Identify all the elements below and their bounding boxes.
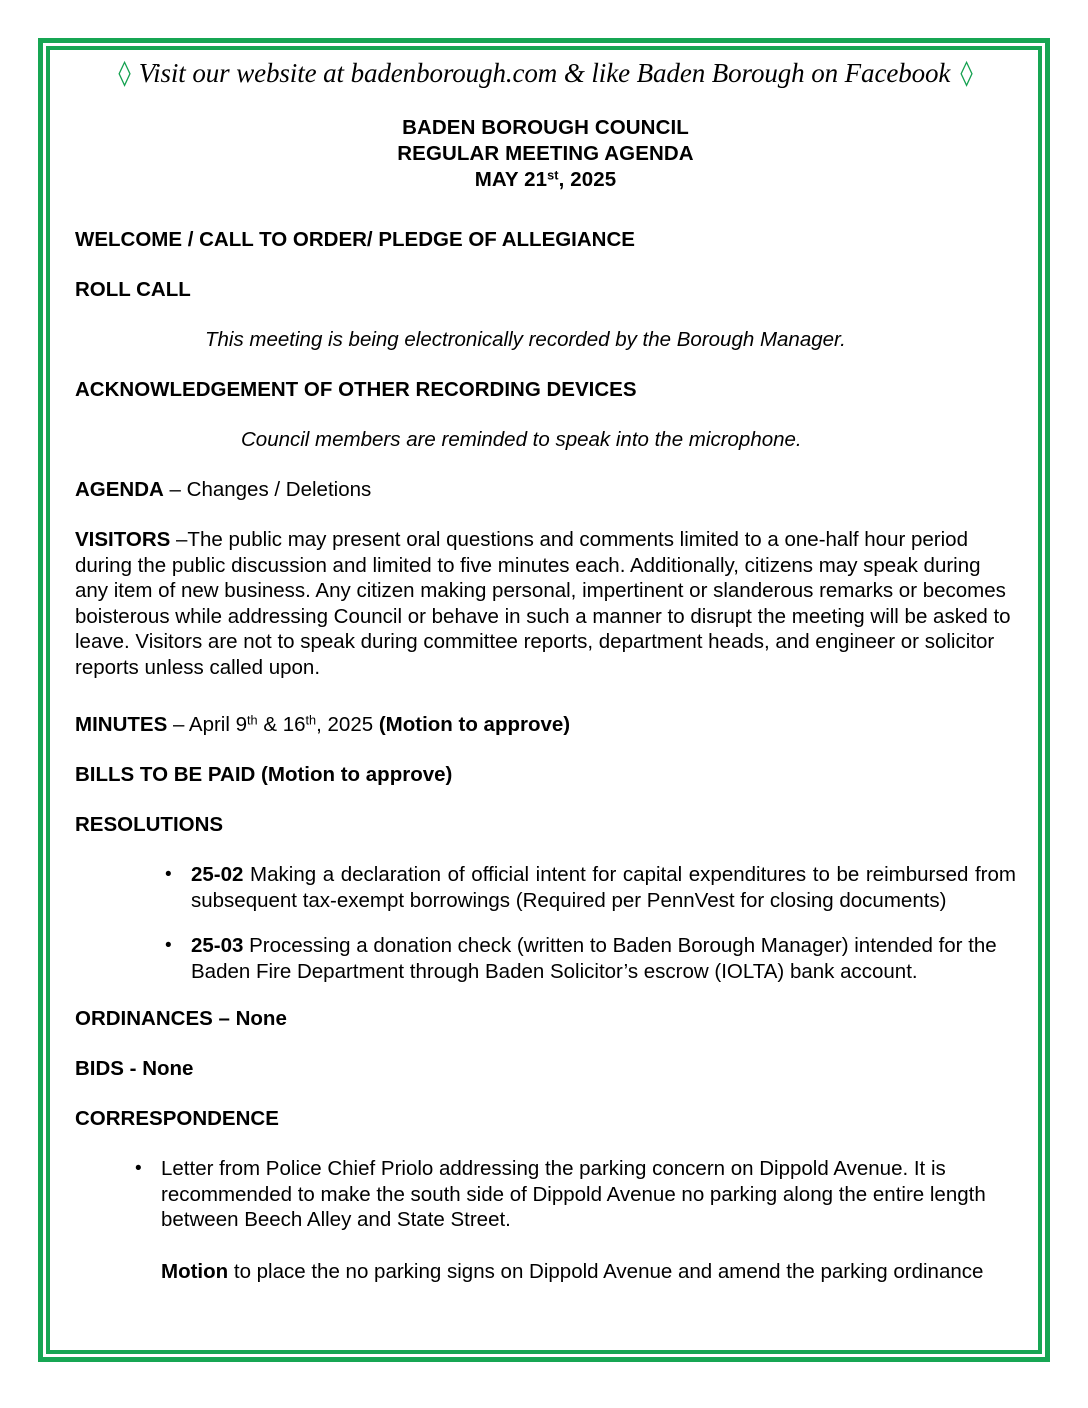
- correspondence-list: [75, 1156, 1016, 1233]
- minutes-date-year: , 2025: [316, 713, 379, 737]
- section-bills: [75, 762, 1016, 787]
- website-banner: [75, 58, 1016, 89]
- minutes-ordinal-1: th: [247, 712, 258, 728]
- motion-paragraph: [75, 1259, 1016, 1285]
- resolution-text: Processing a donation check (written to Baden Borough Manager) intended for the Baden Fire Department through Baden Solicitor’s escrow (IOLTA) bank account.: [191, 934, 997, 983]
- section-resolutions: RESOLUTIONS: [75, 813, 224, 837]
- diamond-icon-right: ◊: [960, 58, 973, 87]
- minutes-motion-note: (Motion to approve): [378, 713, 571, 737]
- agenda-label: AGENDA: [75, 478, 164, 502]
- title-line-council: BADEN BOROUGH COUNCIL: [402, 116, 689, 140]
- bills-motion-note: (Motion to approve): [255, 763, 453, 787]
- list-item: [75, 862, 1016, 913]
- section-roll-call: ROLL CALL: [75, 278, 191, 302]
- motion-text: to place the no parking signs on Dippold Avenue and amend the parking ordinance: [228, 1259, 984, 1283]
- resolution-text: Making a declaration of official intent for capital expenditures to be reimbursed from subsequent tax-exempt borrowings (Required per PennVest for closing documents): [191, 863, 1016, 912]
- minutes-date-part1: – April 9: [167, 713, 248, 737]
- list-item: [75, 933, 1016, 984]
- section-acknowledgement: ACKNOWLEDGEMENT OF OTHER RECORDING DEVICES: [75, 378, 637, 402]
- note-microphone: Council members are reminded to speak into the microphone.: [241, 428, 802, 452]
- list-item: [75, 1156, 1016, 1233]
- page-title: [75, 115, 1016, 193]
- section-ordinances: ORDINANCES – None: [75, 1007, 287, 1031]
- date-main: MAY 21: [474, 168, 548, 192]
- motion-label: Motion: [161, 1259, 229, 1283]
- minutes-date-part2: & 16: [257, 713, 306, 737]
- date-year: , 2025: [558, 168, 617, 192]
- title-line-agenda: REGULAR MEETING AGENDA: [397, 142, 694, 166]
- minutes-label: MINUTES: [75, 713, 168, 737]
- section-visitors: [75, 527, 1016, 680]
- document-content: [38, 38, 1050, 1362]
- bills-label: BILLS TO BE PAID: [75, 763, 256, 787]
- title-line-date: [75, 167, 1016, 193]
- resolution-number: 25-03: [191, 934, 244, 958]
- section-correspondence: CORRESPONDENCE: [75, 1107, 279, 1131]
- bullet-icon: •: [165, 864, 172, 886]
- date-ordinal-suffix: st: [547, 167, 559, 183]
- diamond-icon-left: ◊: [118, 58, 131, 87]
- correspondence-text: Letter from Police Chief Priolo addressing the parking concern on Dippold Avenue. It is recommended to make the south side of Dippold Avenue no parking along the entire length between Beech Alley and State Street.: [161, 1157, 986, 1232]
- visitors-text: –The public may present oral questions and comments limited to a one-half hour period during the public discussion and limited to five minutes each. Additionally, citizens may speak during any item of new business. Any citizen making personal, impertinent or slanderous remarks or becomes boisterous while addressing Council or behave in such a manner to disrupt the meeting will be asked to leave. Visitors are not to speak during committee reports, department heads, and engineer or solicitor reports unless called upon.: [75, 528, 1011, 679]
- section-bids: BIDS - None: [75, 1057, 194, 1081]
- section-agenda: [75, 477, 1016, 502]
- bullet-icon: •: [165, 935, 172, 957]
- resolution-number: 25-02: [191, 863, 244, 887]
- section-minutes: [75, 712, 1016, 737]
- section-welcome: WELCOME / CALL TO ORDER/ PLEDGE OF ALLEGIANCE: [75, 228, 635, 252]
- banner-text: Visit our website at badenborough.com & like Baden Borough on Facebook: [138, 58, 951, 88]
- visitors-label: VISITORS: [75, 528, 171, 552]
- bullet-icon: •: [135, 1158, 142, 1180]
- note-electronic-recording: This meeting is being electronically recorded by the Borough Manager.: [205, 328, 846, 352]
- minutes-ordinal-2: th: [305, 712, 317, 728]
- agenda-detail: – Changes / Deletions: [163, 478, 372, 502]
- resolutions-list: [75, 862, 1016, 984]
